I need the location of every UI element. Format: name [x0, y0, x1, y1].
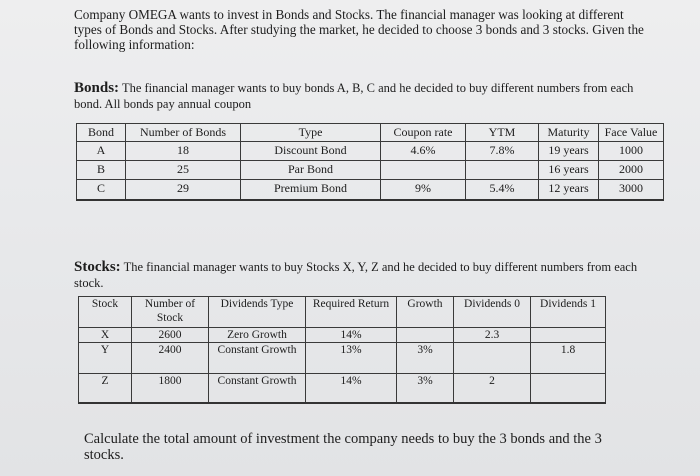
stocks-cell: [397, 328, 454, 343]
stocks-header-cell: Dividends Type: [209, 297, 306, 328]
stocks-cell: 3%: [397, 343, 454, 374]
stocks-cell: 2: [454, 374, 531, 404]
stocks-header-cell: Required Return: [306, 297, 397, 328]
bonds-cell: 19 years: [539, 142, 599, 161]
bonds-cell: 4.6%: [381, 142, 466, 161]
bonds-cell: 16 years: [539, 161, 599, 180]
bonds-description: The financial manager wants to buy bonds A, B, C and he decided to buy different numbers from each bond. All bonds pay annual coupon: [74, 81, 634, 111]
stocks-description: The financial manager wants to buy Stocks X, Y, Z and he decided to buy different numbers from each stock.: [74, 260, 638, 290]
stocks-cell: 3%: [397, 374, 454, 404]
bonds-header-cell: Maturity: [539, 124, 599, 142]
bonds-row: [77, 142, 664, 161]
bonds-cell: A: [77, 142, 126, 161]
stocks-cell: 13%: [306, 343, 397, 374]
bonds-cell: 25: [126, 161, 241, 180]
bonds-header-cell: Coupon rate: [381, 124, 466, 142]
stocks-cell: Constant Growth: [209, 374, 306, 404]
stocks-cell: [454, 343, 531, 374]
stocks-header-cell: Dividends 0: [454, 297, 531, 328]
bonds-title: Bonds:: [74, 80, 120, 96]
bonds-cell: 29: [126, 180, 241, 201]
bonds-header-cell: YTM: [466, 124, 539, 142]
stocks-cell: X: [79, 328, 132, 343]
stocks-header-cell: Dividends 1: [531, 297, 606, 328]
stocks-cell: Zero Growth: [209, 328, 306, 343]
bonds-cell: 1000: [599, 142, 664, 161]
stocks-header-cell: Number of Stock: [132, 297, 209, 328]
bonds-cell: 2000: [599, 161, 664, 180]
bonds-cell: 5.4%: [466, 180, 539, 201]
stocks-table: [78, 296, 606, 404]
stocks-cell: 14%: [306, 374, 397, 404]
bonds-cell: Par Bond: [241, 161, 381, 180]
stocks-cell: [531, 374, 606, 404]
bonds-cell: 12 years: [539, 180, 599, 201]
stocks-header-row: [79, 297, 606, 328]
bonds-header-cell: Number of Bonds: [126, 124, 241, 142]
stocks-row: [79, 343, 606, 374]
bonds-header-cell: Type: [241, 124, 381, 142]
stocks-header-cell: Stock: [79, 297, 132, 328]
bonds-cell: Premium Bond: [241, 180, 381, 201]
bonds-cell: [466, 161, 539, 180]
intro-paragraph: Company OMEGA wants to invest in Bonds and Stocks. The financial manager was looking at different types of Bonds and Stocks. After studying the market, he decided to choose 3 bonds and 3 stocks. Given the following information:: [74, 7, 644, 52]
bonds-cell: [381, 161, 466, 180]
bonds-cell: B: [77, 161, 126, 180]
bonds-cell: C: [77, 180, 126, 201]
stocks-cell: Z: [79, 374, 132, 404]
bonds-table: [76, 123, 664, 201]
bonds-header-cell: Bond: [77, 124, 126, 142]
stocks-cell: 14%: [306, 328, 397, 343]
stocks-cell: [531, 328, 606, 343]
bonds-header-row: [77, 124, 664, 142]
bonds-cell: 3000: [599, 180, 664, 201]
stocks-title: Stocks:: [74, 259, 121, 275]
stocks-heading: [74, 259, 644, 291]
stocks-cell: 1.8: [531, 343, 606, 374]
stocks-cell: 2400: [132, 343, 209, 374]
question-text: Calculate the total amount of investment the company needs to buy the 3 bonds and the 3 stocks.: [84, 431, 602, 463]
bonds-heading: [74, 80, 644, 112]
stocks-cell: 1800: [132, 374, 209, 404]
stocks-cell: 2600: [132, 328, 209, 343]
stocks-cell: 2.3: [454, 328, 531, 343]
stocks-row: [79, 374, 606, 404]
stocks-header-cell: Growth: [397, 297, 454, 328]
bonds-row: [77, 180, 664, 201]
bonds-cell: 7.8%: [466, 142, 539, 161]
stocks-cell: Constant Growth: [209, 343, 306, 374]
bonds-cell: 18: [126, 142, 241, 161]
bonds-cell: Discount Bond: [241, 142, 381, 161]
bonds-row: [77, 161, 664, 180]
bonds-cell: 9%: [381, 180, 466, 201]
bonds-header-cell: Face Value: [599, 124, 664, 142]
stocks-cell: Y: [79, 343, 132, 374]
stocks-row: [79, 328, 606, 343]
